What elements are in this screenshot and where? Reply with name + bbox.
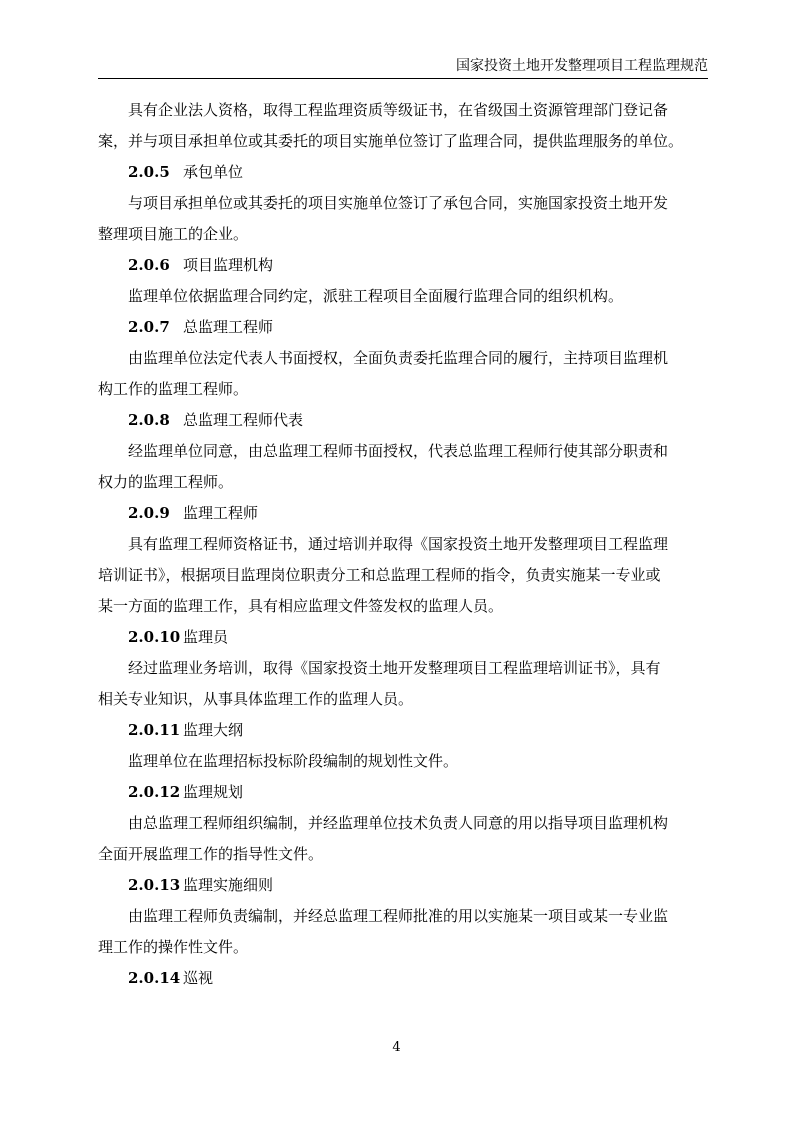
paragraph-line: 某一方面的监理工作，具有相应监理文件签发权的监理人员。 bbox=[98, 597, 504, 615]
paragraph-line: 案，并与项目承担单位或其委托的项目实施单位签订了监理合同，提供监理服务的单位。 bbox=[98, 132, 684, 150]
paragraph-line: 经监理单位同意，由总监理工程师书面授权，代表总监理工程师行使其部分职责和 bbox=[128, 442, 669, 460]
section-heading bbox=[98, 498, 710, 529]
section-number: 2.0.5 bbox=[128, 163, 170, 181]
section-term: 承包单位 bbox=[183, 163, 244, 181]
section-heading bbox=[98, 405, 710, 436]
section-term: 监理规划 bbox=[183, 783, 244, 801]
section-heading bbox=[98, 777, 710, 808]
section-term: 监理员 bbox=[183, 628, 229, 646]
page-number: 4 bbox=[392, 1040, 401, 1055]
paragraph-line: 构工作的监理工程师。 bbox=[98, 380, 249, 398]
section-heading bbox=[98, 715, 710, 746]
paragraph-line: 监理单位在监理招标投标阶段编制的规划性文件。 bbox=[128, 752, 459, 770]
section-term: 总监理工程师 bbox=[183, 318, 274, 336]
section-number: 2.0.9 bbox=[128, 504, 170, 522]
paragraph-line: 具有企业法人资格，取得工程监理资质等级证书，在省级国土资源管理部门登记备 bbox=[128, 101, 669, 119]
paragraph-line: 与项目承担单位或其委托的项目实施单位签订了承包合同，实施国家投资土地开发 bbox=[128, 194, 669, 212]
section-term: 巡视 bbox=[183, 969, 214, 987]
section-number: 2.0.8 bbox=[128, 411, 170, 429]
section-number: 2.0.12 bbox=[128, 783, 181, 801]
section-number: 2.0.11 bbox=[128, 721, 181, 739]
section-term: 总监理工程师代表 bbox=[183, 411, 304, 429]
header-title: 国家投资土地开发整理项目工程监理规范 bbox=[456, 58, 708, 74]
paragraph-line: 相关专业知识，从事具体监理工作的监理人员。 bbox=[98, 690, 414, 708]
section-heading bbox=[98, 312, 710, 343]
section-number: 2.0.13 bbox=[128, 876, 181, 894]
paragraph-line: 由监理单位法定代表人书面授权，全面负责委托监理合同的履行，主持项目监理机 bbox=[128, 349, 669, 367]
section-term: 监理实施细则 bbox=[183, 876, 274, 894]
paragraph-line: 由总监理工程师组织编制，并经监理单位技术负责人同意的用以指导项目监理机构 bbox=[128, 814, 669, 832]
section-number: 2.0.10 bbox=[128, 628, 181, 646]
paragraph-line: 监理单位依据监理合同约定，派驻工程项目全面履行监理合同的组织机构。 bbox=[128, 287, 624, 305]
paragraph-line: 经过监理业务培训，取得《国家投资土地开发整理项目工程监理培训证书》，具有 bbox=[128, 659, 661, 677]
section-term: 监理工程师 bbox=[183, 504, 259, 522]
paragraph-line: 整理项目施工的企业。 bbox=[98, 225, 249, 243]
paragraph-line: 培训证书》，根据项目监理岗位职责分工和总监理工程师的指令，负责实施某一专业或 bbox=[98, 566, 661, 584]
paragraph-line: 具有监理工程师资格证书，通过培训并取得《国家投资土地开发整理项目工程监理 bbox=[128, 535, 669, 553]
document-body bbox=[98, 95, 710, 994]
paragraph-line: 理工作的操作性文件。 bbox=[98, 938, 249, 956]
paragraph-line: 权力的监理工程师。 bbox=[98, 473, 234, 491]
section-heading bbox=[98, 250, 710, 281]
section-heading bbox=[98, 963, 710, 994]
section-term: 监理大纲 bbox=[183, 721, 244, 739]
section-heading bbox=[98, 157, 710, 188]
paragraph-line: 全面开展监理工作的指导性文件。 bbox=[98, 845, 324, 863]
section-heading bbox=[98, 870, 710, 901]
running-header bbox=[98, 52, 708, 79]
section-number: 2.0.7 bbox=[128, 318, 170, 336]
section-number: 2.0.6 bbox=[128, 256, 170, 274]
section-term: 项目监理机构 bbox=[183, 256, 274, 274]
paragraph-line: 由监理工程师负责编制，并经总监理工程师批准的用以实施某一项目或某一专业监 bbox=[128, 907, 669, 925]
section-heading bbox=[98, 622, 710, 653]
section-number: 2.0.14 bbox=[128, 969, 181, 987]
